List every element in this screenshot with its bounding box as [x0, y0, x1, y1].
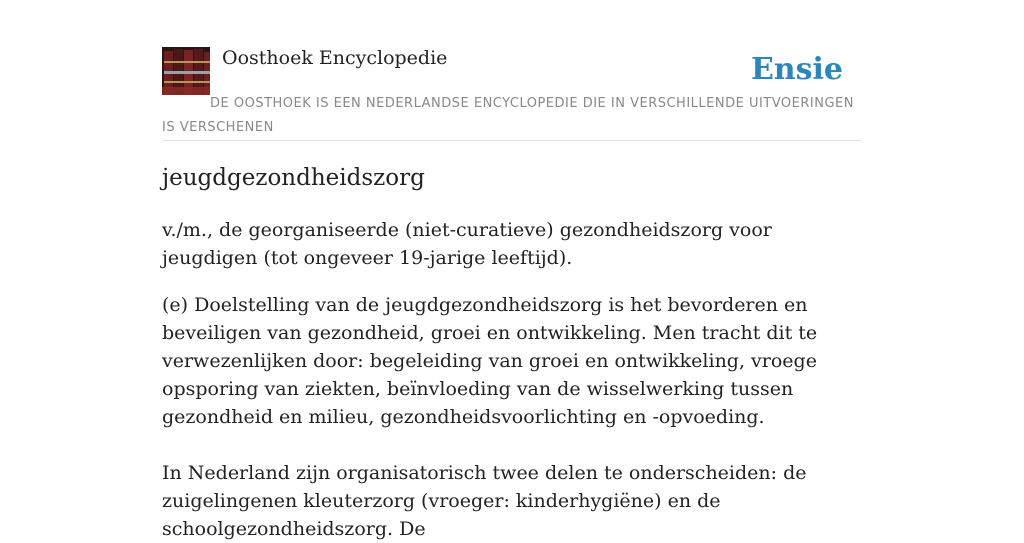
brand-logo[interactable]: Ensie — [750, 52, 843, 87]
source-name-link[interactable]: Oosthoek Encyclopedie — [222, 47, 448, 69]
book-spines-image — [162, 47, 210, 95]
source-tagline: DE OOSTHOEK IS EEN NEDERLANDSE ENCYCLOPEDIE DIE IN VERSCHILLENDE UITVOERINGEN IS VERSCHENEN — [162, 96, 854, 135]
article-paragraph: (e) Doelstelling van de jeugdgezondheidszorg is het bevorderen en beveiligen van gezondheid, groei en ontwikkeling. Men tracht dit te verwezenlijken door: begeleiding van groei en ontwikkeling, vroege opsporing van ziekten, beïnvloeding van de wisselwerking tussen gezondheid en milieu, gezondheidsvoorlichting en -opvoeding. — [162, 294, 818, 428]
article-paragraph: v./m., de georganiseerde (niet-curatieve) gezondheidszorg voor jeugdigen (tot ongeveer 19-jarige leeftijd). — [162, 219, 772, 269]
article-paragraph: In Nederland zijn organisatorisch twee delen te onderscheiden: de zuigelingenen kleuterzorg (vroeger: kinderhygiëne) en de schoolgezondheidszorg. De — [162, 462, 807, 540]
article — [162, 162, 862, 543]
book-spines-avatar-icon[interactable] — [162, 47, 210, 95]
source-header — [162, 46, 862, 141]
article-title: jeugdgezondheidszorg — [162, 165, 425, 191]
